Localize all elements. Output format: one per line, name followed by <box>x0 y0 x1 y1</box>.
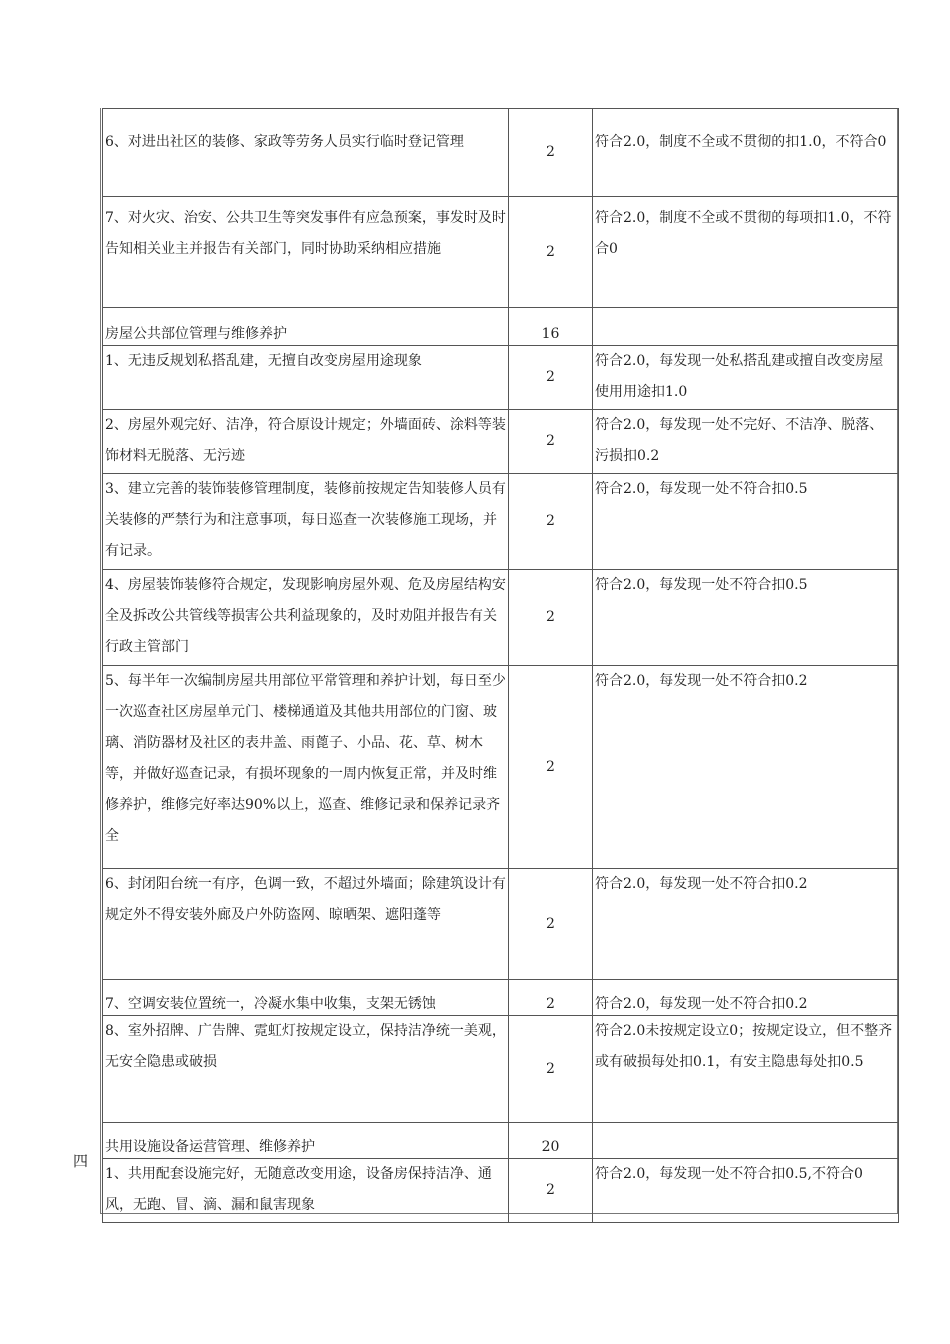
assessment-table <box>102 108 899 1223</box>
item-cell: 6、封闭阳台统一有序，色调一致，不超过外墙面；除建筑设计有规定外不得安装外廊及户外防盗网、晾晒架、遮阳蓬等 <box>103 869 509 980</box>
table-row <box>103 666 899 869</box>
item-cell: 5、每半年一次编制房屋共用部位平常管理和养护计划，每日至少一次巡查社区房屋单元门、楼梯通道及其他共用部位的门窗、玻璃、消防器材及社区的表井盖、雨蓖子、小品、花、草、树木等，并做好巡查记录，有损坏现象的一周内恢复正常，并及时维修养护，维修完好率达90%以上，巡查、维修记录和保养记录齐全 <box>103 666 509 869</box>
criteria-cell: 符合2.0，每发现一处不完好、不洁净、脱落、污损扣0.2 <box>593 410 899 474</box>
section-number-label: 四 <box>73 1152 89 1170</box>
item-cell: 6、对进出社区的装修、家政等劳务人员实行临时登记管理 <box>103 109 509 197</box>
item-cell: 3、建立完善的装饰装修管理制度，装修前按规定告知装修人员有关装修的严禁行为和注意事项，每日巡查一次装修施工现场，并有记录。 <box>103 474 509 570</box>
table-row <box>103 346 899 410</box>
table-row <box>103 570 899 666</box>
criteria-cell: 符合2.0，每发现一处不符合扣0.5 <box>593 474 899 570</box>
section-score: 20 <box>509 1123 593 1159</box>
item-cell: 7、空调安装位置统一，冷凝水集中收集，支架无锈蚀 <box>103 980 509 1016</box>
criteria-cell: 符合2.0，制度不全或不贯彻的每项扣1.0，不符合0 <box>593 197 899 308</box>
criteria-cell: 符合2.0未按规定设立0；按规定设立，但不整齐或有破损每处扣0.1，有安主隐患每处扣0.5 <box>593 1016 899 1123</box>
section-score: 16 <box>509 308 593 346</box>
page-border-left <box>100 108 101 1213</box>
score-cell: 2 <box>509 666 593 869</box>
empty-cell <box>593 1123 899 1159</box>
criteria-cell: 符合2.0，每发现一处私搭乱建或擅自改变房屋使用用途扣1.0 <box>593 346 899 410</box>
section-title: 房屋公共部位管理与维修养护 <box>103 308 509 346</box>
section-row <box>103 308 899 346</box>
section-title: 共用设施设备运营管理、维修养护 <box>103 1123 509 1159</box>
empty-cell <box>593 308 899 346</box>
item-cell: 8、室外招牌、广告牌、霓虹灯按规定设立，保持洁净统一美观，无安全隐患或破损 <box>103 1016 509 1123</box>
item-cell: 1、共用配套设施完好，无随意改变用途，设备房保持洁净、通风，无跑、冒、滴、漏和鼠害现象 <box>103 1159 509 1223</box>
criteria-cell: 符合2.0，制度不全或不贯彻的扣1.0，不符合0 <box>593 109 899 197</box>
item-cell: 7、对火灾、治安、公共卫生等突发事件有应急预案，事发时及时告知相关业主并报告有关部门，同时协助采纳相应措施 <box>103 197 509 308</box>
score-cell: 2 <box>509 570 593 666</box>
item-cell: 2、房屋外观完好、洁净，符合原设计规定；外墙面砖、涂料等装饰材料无脱落、无污迹 <box>103 410 509 474</box>
item-cell: 1、无违反规划私搭乱建，无擅自改变房屋用途现象 <box>103 346 509 410</box>
score-cell: 2 <box>509 1016 593 1123</box>
score-cell: 2 <box>509 980 593 1016</box>
score-cell: 2 <box>509 197 593 308</box>
criteria-cell: 符合2.0，每发现一处不符合扣0.5 <box>593 570 899 666</box>
score-cell: 2 <box>509 109 593 197</box>
item-cell: 4、房屋装饰装修符合规定，发现影响房屋外观、危及房屋结构安全及拆改公共管线等损害公共利益现象的，及时劝阻并报告有关行政主管部门 <box>103 570 509 666</box>
table-row <box>103 197 899 308</box>
criteria-cell: 符合2.0，每发现一处不符合扣0.2 <box>593 666 899 869</box>
table-row <box>103 109 899 197</box>
criteria-cell: 符合2.0，每发现一处不符合扣0.2 <box>593 980 899 1016</box>
criteria-cell: 符合2.0，每发现一处不符合扣0.5,不符合0 <box>593 1159 899 1223</box>
table-row <box>103 980 899 1016</box>
score-cell: 2 <box>509 346 593 410</box>
score-cell: 2 <box>509 869 593 980</box>
criteria-cell: 符合2.0，每发现一处不符合扣0.2 <box>593 869 899 980</box>
table-row <box>103 1159 899 1223</box>
table-row <box>103 869 899 980</box>
table-row <box>103 410 899 474</box>
score-cell: 2 <box>509 410 593 474</box>
table-row <box>103 1016 899 1123</box>
score-cell: 2 <box>509 474 593 570</box>
section-row <box>103 1123 899 1159</box>
score-cell: 2 <box>509 1159 593 1223</box>
table-row <box>103 474 899 570</box>
